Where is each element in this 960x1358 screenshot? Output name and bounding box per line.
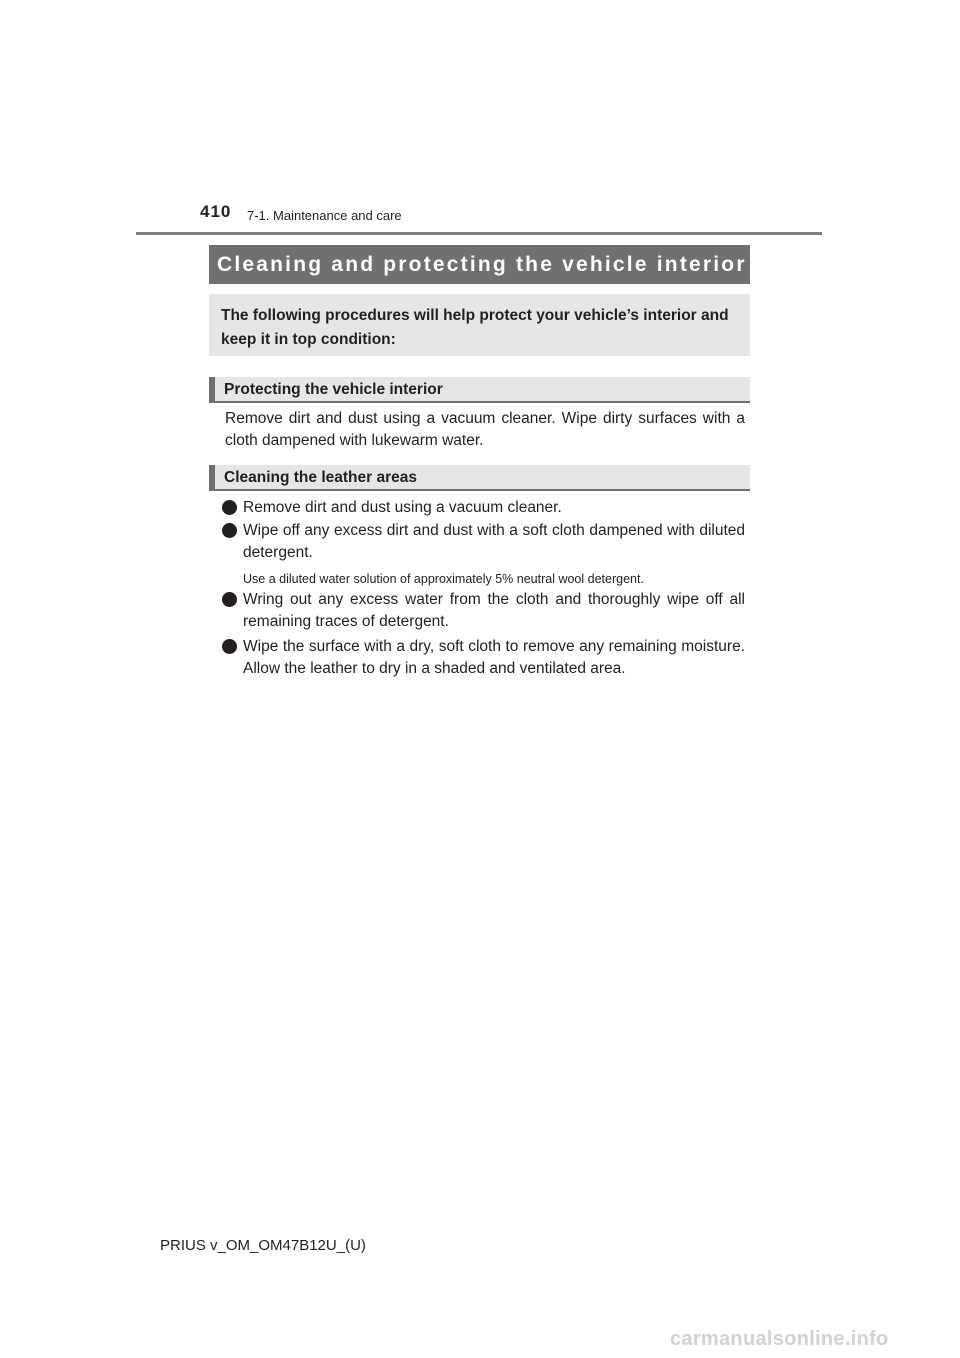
list-item (222, 497, 745, 519)
list-item (222, 636, 745, 680)
detergent-note: Use a diluted water solution of approximately 5% neutral wool detergent. (243, 572, 644, 586)
section-reference: 7-1. Maintenance and care (247, 208, 402, 223)
list-item-text: Wring out any excess water from the cloth and thoroughly wipe off all remaining traces of detergent. (243, 591, 745, 630)
list-item-text: Wipe the surface with a dry, soft cloth to remove any remaining moisture. Allow the leather to dry in a shaded and ventilated area. (243, 638, 745, 677)
header-divider (136, 232, 822, 235)
section-heading-protecting: Protecting the vehicle interior (209, 377, 750, 403)
manual-footer-id: PRIUS v_OM_OM47B12U_(U) (160, 1237, 366, 1254)
list-item-text: Remove dirt and dust using a vacuum cleaner. (243, 499, 562, 516)
page-number: 410 (200, 202, 232, 221)
list-item (222, 589, 745, 633)
section-body-protecting: Remove dirt and dust using a vacuum cleaner. Wipe dirty surfaces with a cloth dampened with lukewarm water. (225, 410, 745, 449)
bullet-icon (222, 592, 237, 607)
watermark: carmanualsonline.info (670, 1328, 889, 1350)
intro-box (209, 294, 750, 356)
list-item (222, 520, 745, 564)
bullet-icon (222, 500, 237, 515)
page-title: Cleaning and protecting the vehicle interior (209, 245, 750, 284)
bullet-icon (222, 523, 237, 538)
section-heading-leather: Cleaning the leather areas (209, 465, 750, 491)
bullet-icon (222, 639, 237, 654)
intro-text: The following procedures will help protect your vehicle’s interior and keep it in top condition: (221, 307, 729, 348)
list-item-text: Wipe off any excess dirt and dust with a soft cloth dampened with diluted detergent. (243, 522, 745, 561)
